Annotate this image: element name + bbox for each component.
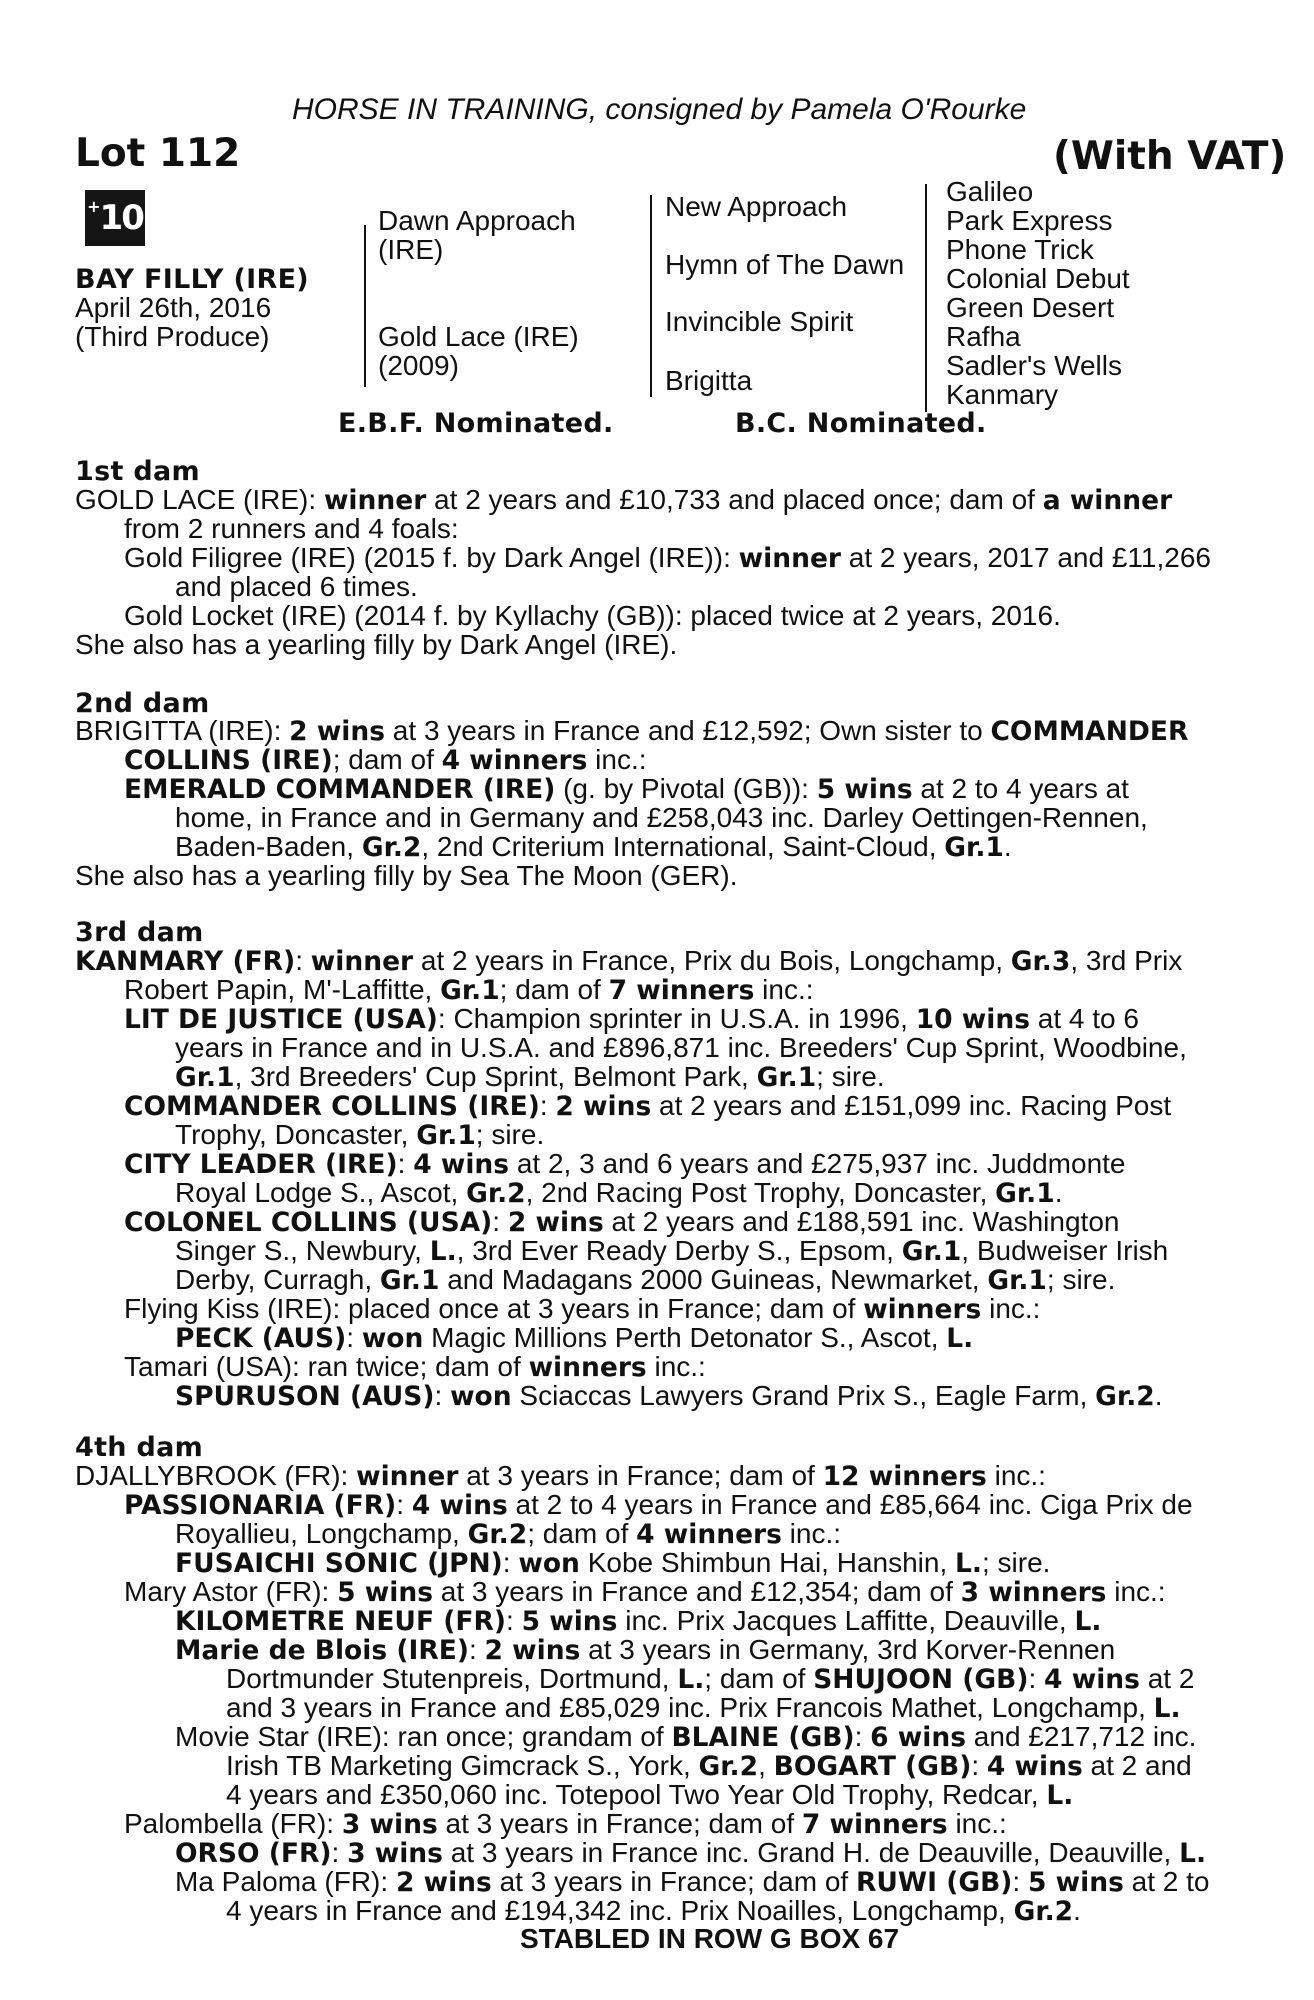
lot-number: Lot 112 [75,131,241,176]
great-grandparent-2: Park Express [946,205,1113,236]
sire-country: (IRE) [378,234,444,265]
vat-status: (With VAT) [1053,134,1287,179]
great-grandparent-6: Rafha [946,321,1021,352]
grandparent-4: Brigitta [665,365,753,396]
great-grandparent-8: Kanmary [946,379,1059,410]
great-grandparent-3: Phone Trick [946,234,1094,265]
pedigree-line-1 [364,225,366,387]
foaling-date: April 26th, 2016 [75,292,272,323]
pedigree-line-2 [650,195,652,397]
section-fourth-dam: 4th dam [75,1432,204,1463]
section-second-dam: 2nd dam [75,688,210,719]
great-grandparent-1: Galileo [946,176,1034,207]
badge-icon: + 10 [85,190,145,246]
stabling-location: STABLED IN ROW G BOX 67 [520,1923,900,1954]
grandparent-2: Hymn of The Dawn [665,249,905,280]
great-grandparent-5: Green Desert [946,292,1115,323]
grandparent-3: Invincible Spirit [665,306,854,337]
grandparent-1: New Approach [665,191,848,222]
pedigree-line-3 [925,184,927,412]
section-third-dam: 3rd dam [75,917,204,948]
bc-nomination: B.C. Nominated. [735,408,987,439]
dam: Gold Lace (IRE) [378,321,579,352]
dam-year: (2009) [378,350,459,381]
great-grandparent-4: Colonial Debut [946,263,1130,294]
produce-note: (Third Produce) [75,321,270,352]
section-first-dam: 1st dam [75,456,200,487]
consignor-title: HORSE IN TRAINING, consigned by Pamela O'Rourke [292,93,1027,126]
ebf-nomination: E.B.F. Nominated. [338,408,614,439]
sire: Dawn Approach [378,205,576,236]
horse-name: BAY FILLY (IRE) [75,264,309,295]
great-grandparent-7: Sadler's Wells [946,350,1122,381]
